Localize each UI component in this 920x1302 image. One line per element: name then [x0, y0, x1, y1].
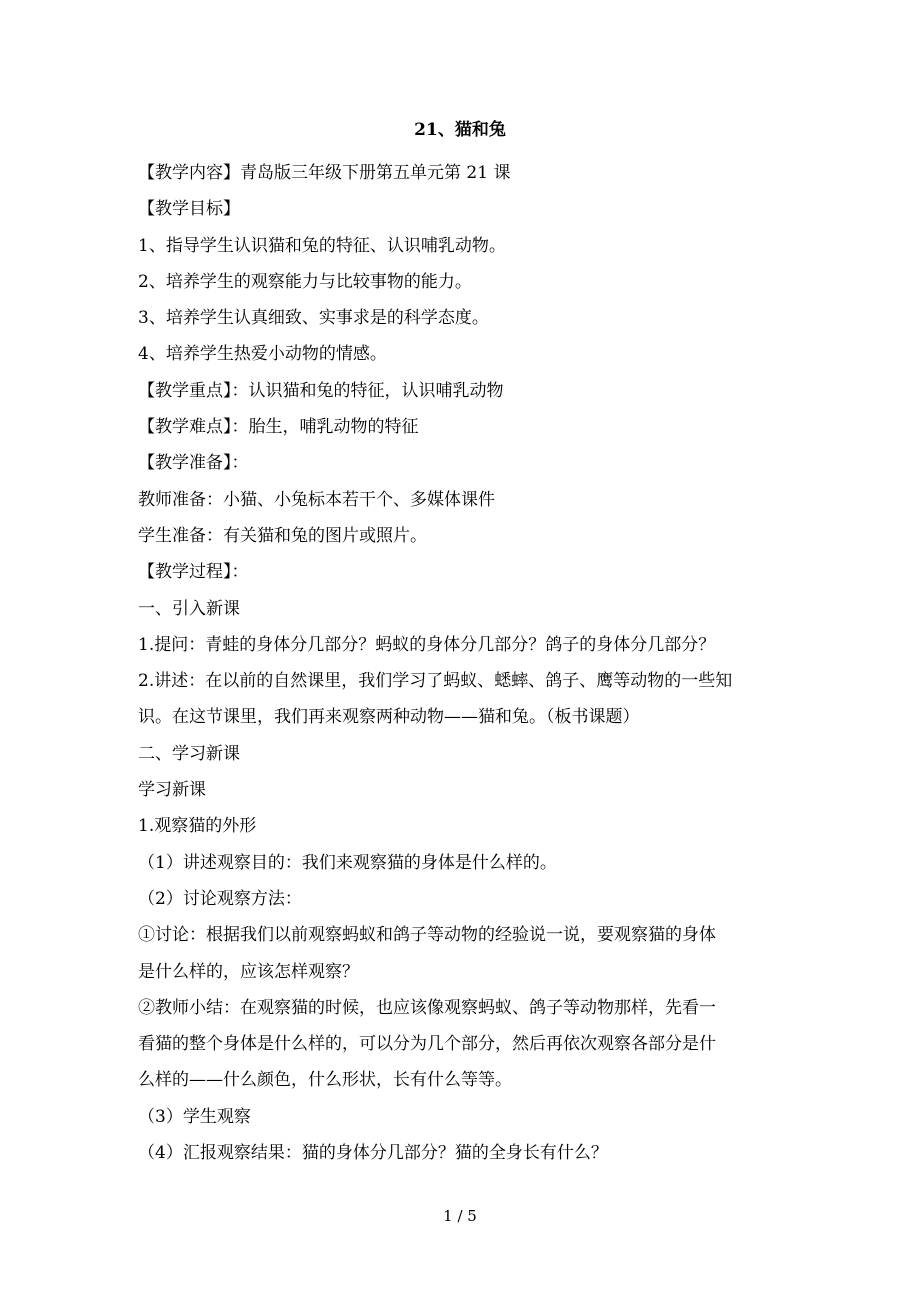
- text-line: 【教学过程】：: [138, 562, 249, 583]
- text-line: 学习新课: [138, 780, 206, 801]
- text-line: 1、指导学生认识猫和兔的特征、认识哺乳动物。: [138, 235, 506, 256]
- text-line: 1.提问：青蛙的身体分几部分？蚂蚁的身体分几部分？鸽子的身体分几部分？: [138, 634, 716, 655]
- text-line: 是什么样的，应该怎样观察？: [138, 961, 359, 982]
- text-line: （3）学生观察: [138, 1106, 251, 1127]
- text-line: （1）讲述观察目的：我们来观察猫的身体是什么样的。: [138, 852, 557, 873]
- text-line: 2.讲述：在以前的自然课里，我们学习了蚂蚁、蟋蟀、鸽子、鹰等动物的一些知: [138, 671, 733, 692]
- text-line: 么样的——什么颜色，什么形状，长有什么等等。: [138, 1070, 512, 1091]
- text-line: 【教学重点】：认识猫和兔的特征，认识哺乳动物: [138, 380, 504, 401]
- text-line: 二、学习新课: [138, 743, 240, 764]
- text-line: （4）汇报观察结果：猫的身体分几部分？猫的全身长有什么？: [138, 1143, 608, 1164]
- text-line: 2、培养学生的观察能力与比较事物的能力。: [138, 271, 472, 292]
- text-line: ①讨论：根据我们以前观察蚂蚁和鸽子等动物的经验说一说，要观察猫的身体: [138, 925, 716, 946]
- text-line: 学生准备：有关猫和兔的图片或照片。: [138, 525, 427, 546]
- document-body: [138, 155, 788, 1171]
- text-line: 4、培养学生热爱小动物的情感。: [138, 344, 387, 365]
- text-line: 【教学内容】青岛版三年级下册第五单元第 21 课: [138, 163, 511, 183]
- text-line: 1.观察猫的外形: [138, 816, 257, 837]
- text-line: 【教学目标】: [138, 199, 240, 220]
- text-line: 识。在这节课里，我们再来观察两种动物——猫和兔。（板书课题）: [138, 707, 640, 728]
- text-line: 一、引入新课: [138, 598, 240, 619]
- text-line: ②教师小结：在观察猫的时候，也应该像观察蚂蚁、鸽子等动物那样，先看一: [138, 997, 716, 1018]
- text-line: 【教学难点】：胎生，哺乳动物的特征: [138, 417, 419, 438]
- text-line: （2）讨论观察方法：: [138, 888, 302, 909]
- document-title: 21、猫和兔: [414, 120, 506, 140]
- text-line: 看猫的整个身体是什么样的，可以分为几个部分，然后再依次观察各部分是什: [138, 1034, 716, 1055]
- text-line: 【教学准备】：: [138, 453, 249, 474]
- text-line: 3、培养学生认真细致、实事求是的科学态度。: [138, 308, 489, 329]
- page-number: 1 / 5: [443, 1207, 477, 1225]
- text-line: 教师准备：小猫、小兔标本若干个、多媒体课件: [138, 489, 495, 510]
